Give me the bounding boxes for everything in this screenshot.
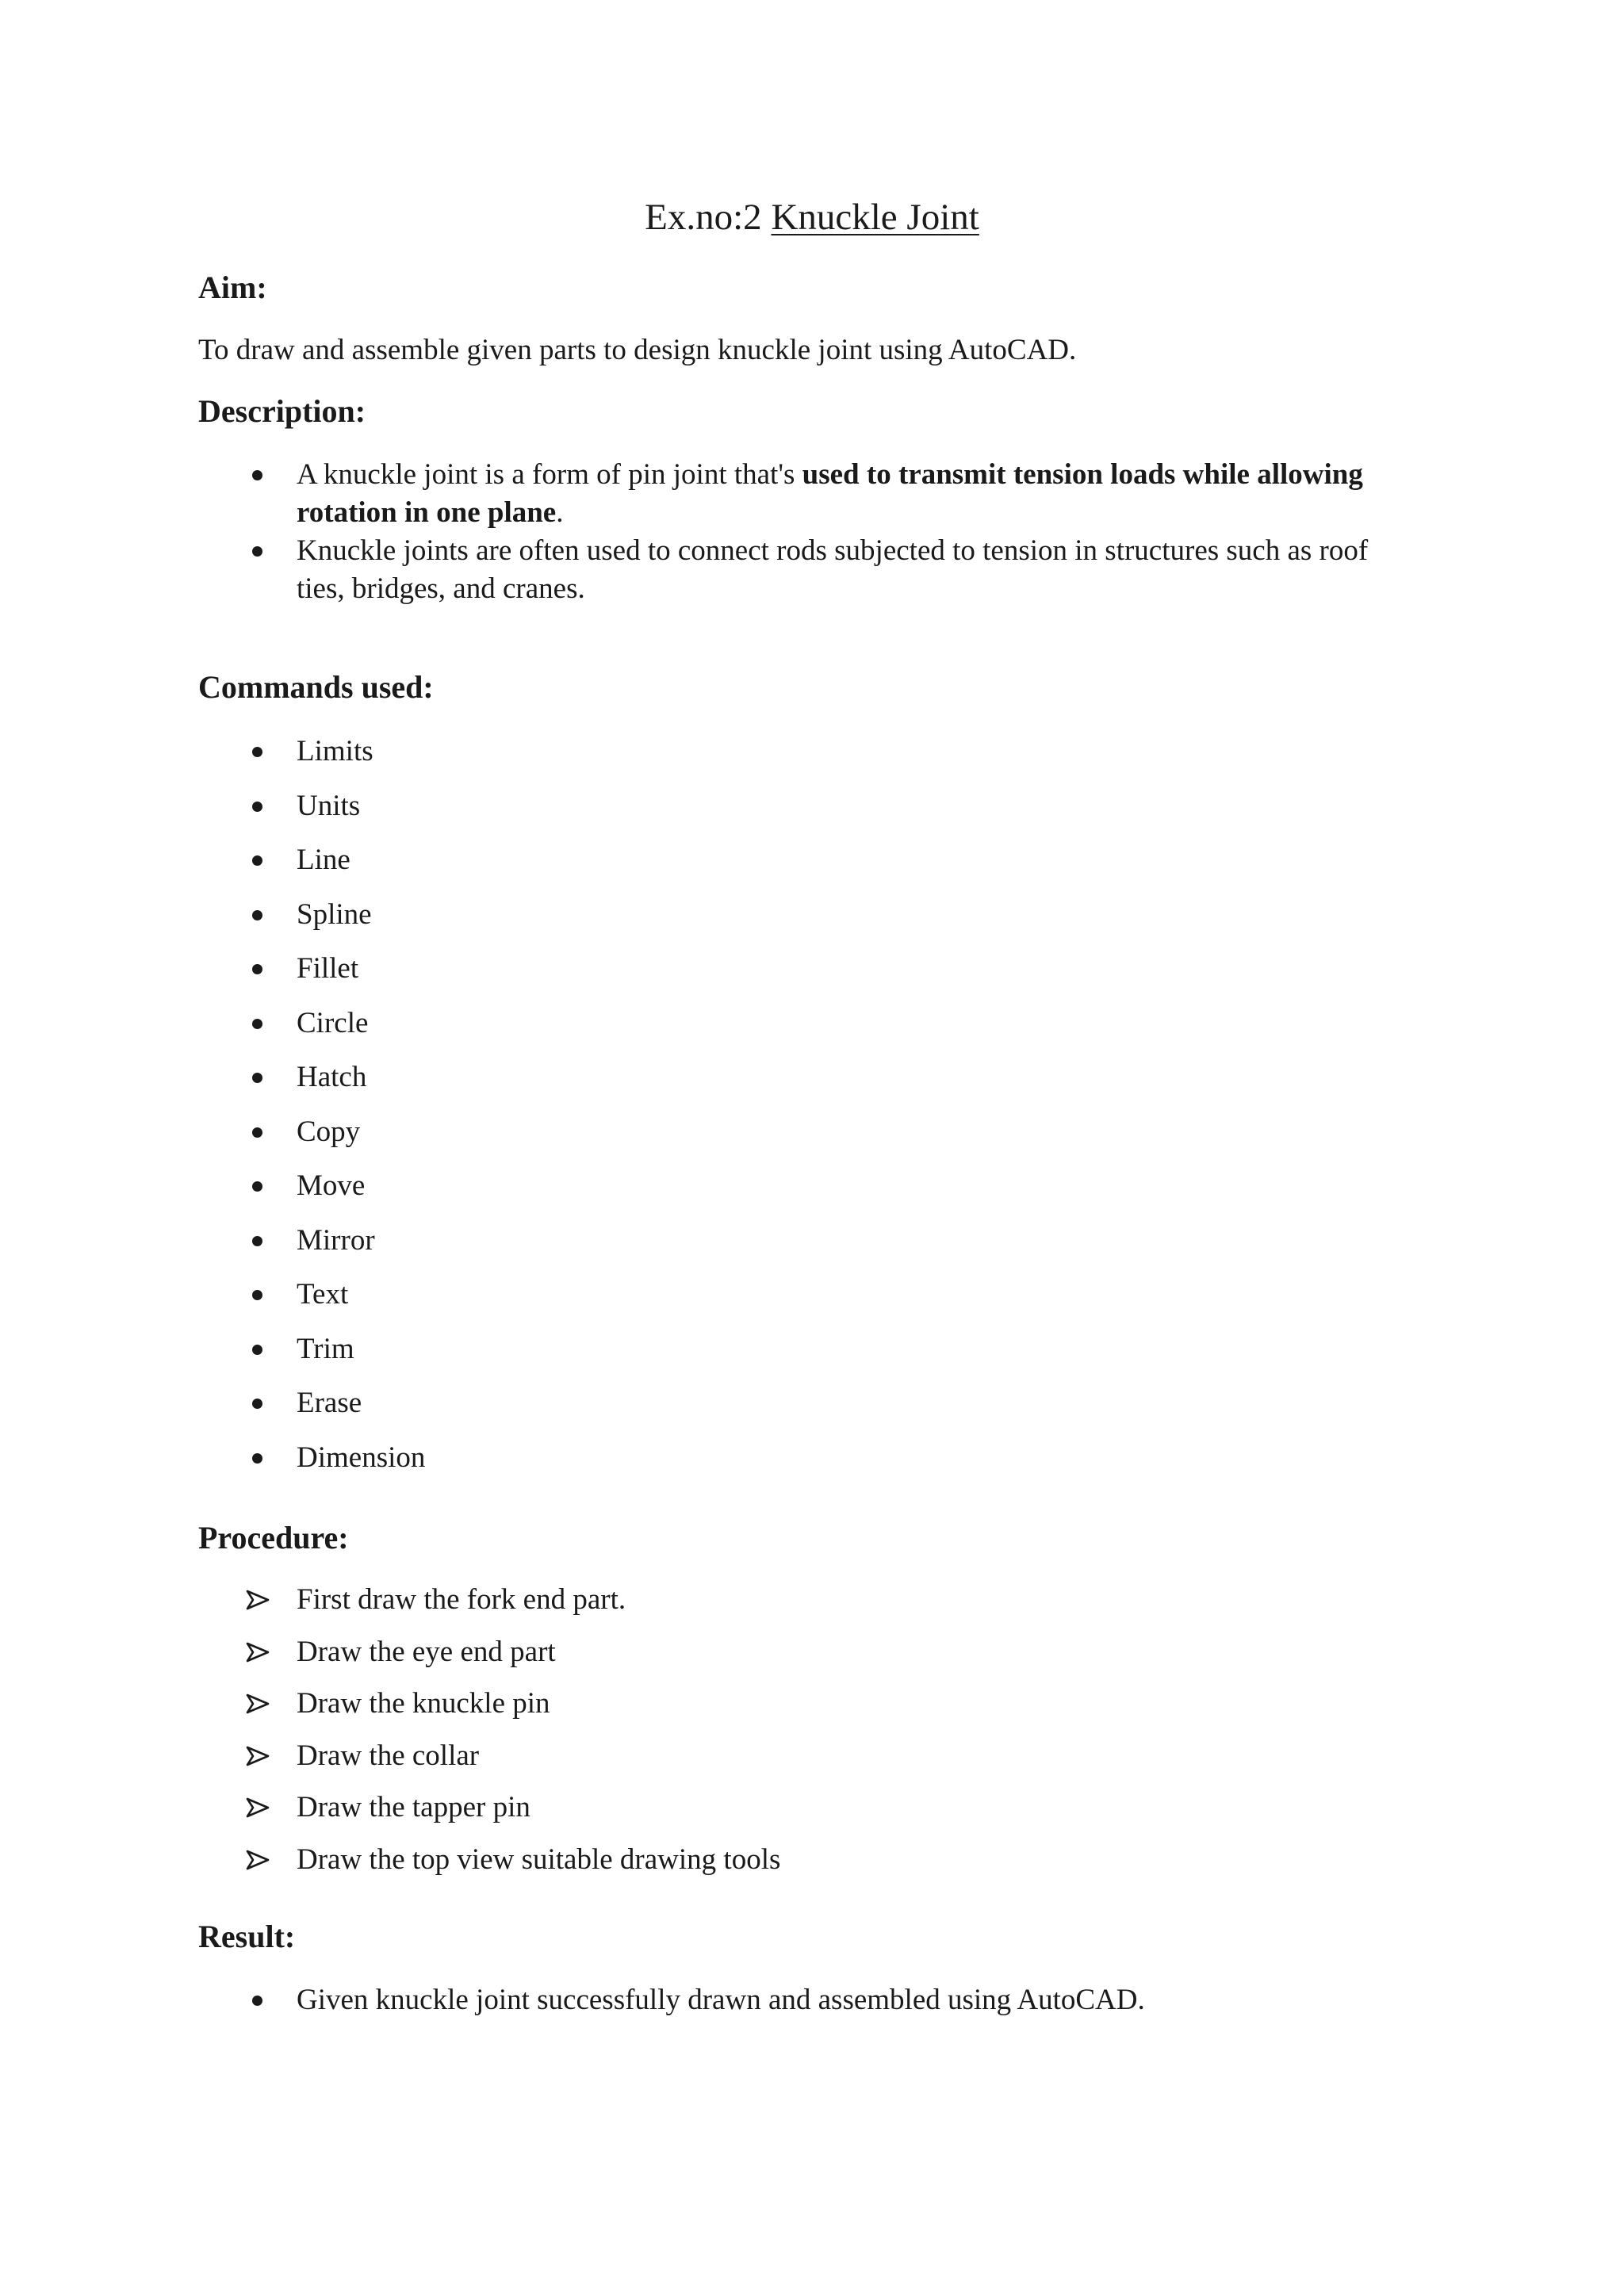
procedure-item: Draw the tapper pin: [297, 1791, 530, 1823]
title-underlined: Knuckle Joint: [771, 197, 979, 238]
bullet-dot-icon: [247, 1981, 266, 2019]
bullet-dot-icon: [247, 456, 266, 494]
bullet-dot-icon: [247, 1330, 266, 1368]
command-item: Trim: [297, 1333, 354, 1365]
command-item: Dimension: [297, 1441, 426, 1474]
description-item-1-text: A knuckle joint is a form of pin joint that's: [297, 458, 802, 491]
arrow-bullet-icon: [244, 1841, 271, 1879]
bullet-dot-icon: [247, 950, 266, 988]
bullet-dot-icon: [247, 532, 266, 570]
bullet-dot-icon: [247, 1058, 266, 1096]
result-heading: Result:: [198, 1919, 296, 1954]
commands-heading: Commands used:: [198, 669, 434, 705]
arrow-bullet-icon: [244, 1633, 271, 1671]
arrow-bullet-icon: [244, 1581, 271, 1619]
command-item: Spline: [297, 898, 372, 931]
command-item: Units: [297, 790, 361, 822]
description-item-2-line2: ties, bridges, and cranes.: [297, 572, 585, 605]
description-item-1-bold-a: used to transmit tension loads while allowing: [802, 458, 1363, 491]
description-item-2: [297, 532, 1423, 608]
bullet-dot-icon: [247, 1113, 266, 1151]
procedure-heading: Procedure:: [198, 1520, 349, 1556]
description-item-1-end: .: [556, 496, 564, 529]
bullet-dot-icon: [247, 1276, 266, 1314]
command-item: Fillet: [297, 952, 359, 985]
arrow-bullet-icon: [244, 1789, 271, 1827]
bullet-dot-icon: [247, 1167, 266, 1205]
description-item-1: [297, 456, 1423, 532]
procedure-item: Draw the knuckle pin: [297, 1687, 550, 1720]
description-item-1-bold-b: rotation in one plane: [297, 496, 557, 529]
command-item: Limits: [297, 735, 373, 767]
command-item: Move: [297, 1169, 366, 1202]
command-item: Text: [297, 1278, 349, 1311]
command-item: Mirror: [297, 1224, 375, 1257]
command-item: Copy: [297, 1115, 361, 1148]
bullet-dot-icon: [247, 841, 266, 879]
bullet-dot-icon: [247, 733, 266, 771]
bullet-dot-icon: [247, 1004, 266, 1043]
arrow-bullet-icon: [244, 1737, 271, 1775]
page-title: [0, 193, 1624, 241]
procedure-item: Draw the eye end part: [297, 1636, 556, 1668]
description-heading: Description:: [198, 393, 366, 429]
aim-text: To draw and assemble given parts to design knuckle joint using AutoCAD.: [198, 334, 1077, 366]
command-item: Erase: [297, 1387, 362, 1419]
bullet-dot-icon: [247, 1439, 266, 1477]
procedure-item: First draw the fork end part.: [297, 1583, 626, 1616]
result-text: Given knuckle joint successfully drawn and assembled using AutoCAD.: [297, 1984, 1145, 2016]
arrow-bullet-icon: [244, 1685, 271, 1723]
procedure-item: Draw the collar: [297, 1739, 480, 1772]
title-prefix: Ex.no:2: [645, 197, 772, 238]
bullet-dot-icon: [247, 896, 266, 934]
bullet-dot-icon: [247, 1384, 266, 1422]
bullet-dot-icon: [247, 787, 266, 825]
procedure-item: Draw the top view suitable drawing tools: [297, 1843, 781, 1876]
bullet-dot-icon: [247, 1222, 266, 1260]
command-item: Line: [297, 844, 350, 876]
aim-heading: Aim:: [198, 270, 267, 305]
command-item: Hatch: [297, 1061, 367, 1093]
description-item-2-line1: Knuckle joints are often used to connect rods subjected to tension in structures such as roof: [297, 534, 1369, 567]
command-item: Circle: [297, 1007, 369, 1039]
